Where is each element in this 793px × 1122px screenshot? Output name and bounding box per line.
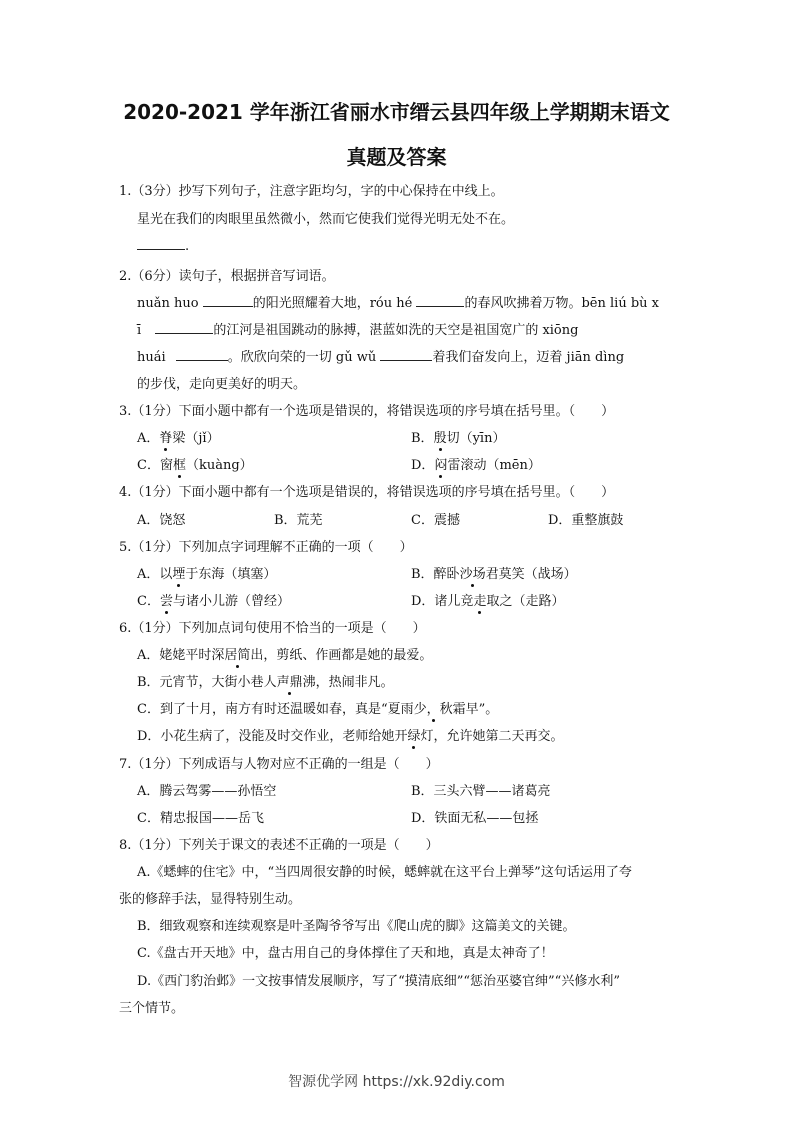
emphasis-dot-char: 框 bbox=[172, 458, 186, 473]
emphasis-dot-char: 夏雨少，秋霜早 bbox=[387, 702, 479, 717]
question-4-stem: 4.（1分）下面小题中都有一个选项是错误的，将错误选项的序号填在括号里。（ ） bbox=[119, 485, 615, 500]
answer-blank[interactable] bbox=[176, 348, 228, 361]
question-8-option-d-cont: 三个情节。 bbox=[119, 1001, 185, 1016]
emphasis-dot-char: 闷 bbox=[434, 458, 448, 473]
emphasis-dot-char: 尝 bbox=[159, 594, 173, 609]
emphasis-dot-char: 殷 bbox=[433, 431, 447, 446]
question-1-answer-line[interactable]: . bbox=[137, 237, 189, 254]
answer-blank[interactable] bbox=[203, 294, 253, 307]
emphasis-dot-char: 堙 bbox=[172, 567, 186, 582]
question-5-option-c[interactable]: C．尝与诸小儿游（曾经） bbox=[137, 594, 290, 609]
question-3-option-a[interactable]: A．脊梁（jǐ） bbox=[137, 431, 220, 446]
question-2-text: 的阳光照耀着大地，róu hé bbox=[252, 296, 413, 311]
question-2-text: 着我们奋发向上，迈着 jiān dìng bbox=[432, 350, 625, 365]
question-8-option-b[interactable]: B．细致观察和连续观察是叶圣陶爷爷写出《爬山虎的脚》这篇美文的关键。 bbox=[137, 919, 576, 934]
question-5-option-b[interactable]: B．醉卧沙场君莫笑（战场） bbox=[411, 567, 577, 582]
document-title-line2: 真题及答案 bbox=[346, 145, 447, 169]
document-title-line1: 2020-2021 学年浙江省丽水市缙云县四年级上学期期末语文 bbox=[123, 100, 670, 124]
answer-blank[interactable] bbox=[137, 237, 185, 250]
question-1-sentence: 星光在我们的肉眼里虽然微小，然而它使我们觉得光明无处不在。 bbox=[137, 212, 515, 227]
question-2-line-3 bbox=[137, 346, 624, 365]
question-5-option-a[interactable]: A．以堙于东海（填塞） bbox=[137, 567, 277, 582]
question-4-option-a[interactable]: A．饶怒 bbox=[137, 513, 186, 528]
question-6-option-b[interactable]: B．元宵节，大街小巷人声鼎沸，热闹非凡。 bbox=[137, 675, 394, 690]
emphasis-dot-char: 沙场 bbox=[459, 567, 486, 582]
question-3-option-c[interactable]: C．窗框（kuàng） bbox=[137, 458, 253, 473]
question-2-text: 的江河是祖国跳动的脉搏，湛蓝如洗的天空是祖国宽广的 xiōng bbox=[213, 323, 579, 338]
question-2-text: 的春风吹拂着万物。bēn liú bù x bbox=[464, 296, 659, 311]
answer-blank[interactable] bbox=[380, 348, 432, 361]
question-4-option-b[interactable]: B．荒芜 bbox=[274, 513, 323, 528]
question-3-option-d[interactable]: D．闷雷滚动（mēn） bbox=[411, 458, 541, 473]
answer-blank[interactable] bbox=[416, 294, 464, 307]
question-8-stem: 8.（1分）下列关于课文的表述不正确的一项是（ ） bbox=[119, 838, 439, 853]
emphasis-dot-char: 走 bbox=[473, 594, 487, 609]
question-6-option-d[interactable]: D．小花生病了，没能及时交作业，老师给她开绿灯，允许她第二天再交。 bbox=[137, 729, 564, 744]
question-8-option-a-cont: 张的修辞手法，显得特别生动。 bbox=[119, 892, 302, 907]
question-7-stem: 7.（1分）下列成语与人物对应不正确的一组是（ ） bbox=[119, 757, 439, 772]
question-6-stem: 6.（1分）下列加点词句使用不恰当的一项是（ ） bbox=[119, 621, 426, 636]
question-8-option-d[interactable]: D.《西门豹治邺》一文按事情发展顺序，写了“摸清底细”“惩治巫婆官绅”“兴修水利” bbox=[137, 974, 620, 989]
question-7-option-b[interactable]: B．三头六臂——诸葛亮 bbox=[411, 784, 551, 799]
question-2-line-2 bbox=[137, 319, 578, 338]
emphasis-dot-char: 深居简出 bbox=[211, 648, 264, 663]
question-4-option-c[interactable]: C．震撼 bbox=[411, 513, 460, 528]
answer-blank[interactable] bbox=[155, 321, 213, 334]
question-8-option-c[interactable]: C.《盘古开天地》中，盘古用自己的身体撑住了天和地，真是太神奇了！ bbox=[137, 946, 554, 961]
pinyin-text: ī bbox=[137, 323, 142, 338]
pinyin-text: nuǎn huo bbox=[137, 296, 199, 311]
question-7-option-d[interactable]: D．铁面无私——包拯 bbox=[411, 811, 539, 826]
question-8-option-a[interactable]: A.《蟋蟀的住宅》中，“当四周很安静的时候，蟋蟀就在这平台上弹琴”这句话运用了夸 bbox=[137, 865, 632, 880]
question-6-option-a[interactable]: A．姥姥平时深居简出，剪纸、作画都是她的最爱。 bbox=[137, 648, 433, 663]
question-5-stem: 5.（1分）下列加点字词理解不正确的一项（ ） bbox=[119, 540, 413, 555]
pinyin-text: huái bbox=[137, 350, 166, 365]
question-2-text: 。欣欣向荣的一切 gǔ wǔ bbox=[227, 350, 377, 365]
site-watermark-footer: 智源优学网 https://xk.92diy.com bbox=[288, 1074, 505, 1090]
question-5-option-d[interactable]: D．诸儿竞走取之（走路） bbox=[411, 594, 565, 609]
question-2-stem: 2.（6分）读句子，根据拼音写词语。 bbox=[119, 269, 335, 284]
question-7-option-a[interactable]: A．腾云驾雾——孙悟空 bbox=[137, 784, 277, 799]
emphasis-dot-char: 脊 bbox=[159, 431, 173, 446]
emphasis-dot-char: 人声鼎沸 bbox=[263, 675, 316, 690]
question-1-stem: 1.（3分）抄写下列句子，注意字距均匀，字的中心保持在中线上。 bbox=[119, 184, 504, 199]
question-7-option-c[interactable]: C．精忠报国——岳飞 bbox=[137, 811, 264, 826]
question-2-line-4: 的步伐，走向更美好的明天。 bbox=[137, 377, 307, 392]
question-6-option-c[interactable]: C．到了十月，南方有时还温暖如春，真是“夏雨少，秋霜早”。 bbox=[137, 702, 499, 717]
question-3-stem: 3.（1分）下面小题中都有一个选项是错误的，将错误选项的序号填在括号里。（ ） bbox=[119, 404, 615, 419]
question-3-option-b[interactable]: B．殷切（yīn） bbox=[411, 431, 506, 446]
emphasis-dot-char: 开绿灯 bbox=[394, 729, 434, 744]
question-2-line-1 bbox=[137, 292, 659, 311]
question-4-option-d[interactable]: D．重整旗鼓 bbox=[548, 513, 624, 528]
